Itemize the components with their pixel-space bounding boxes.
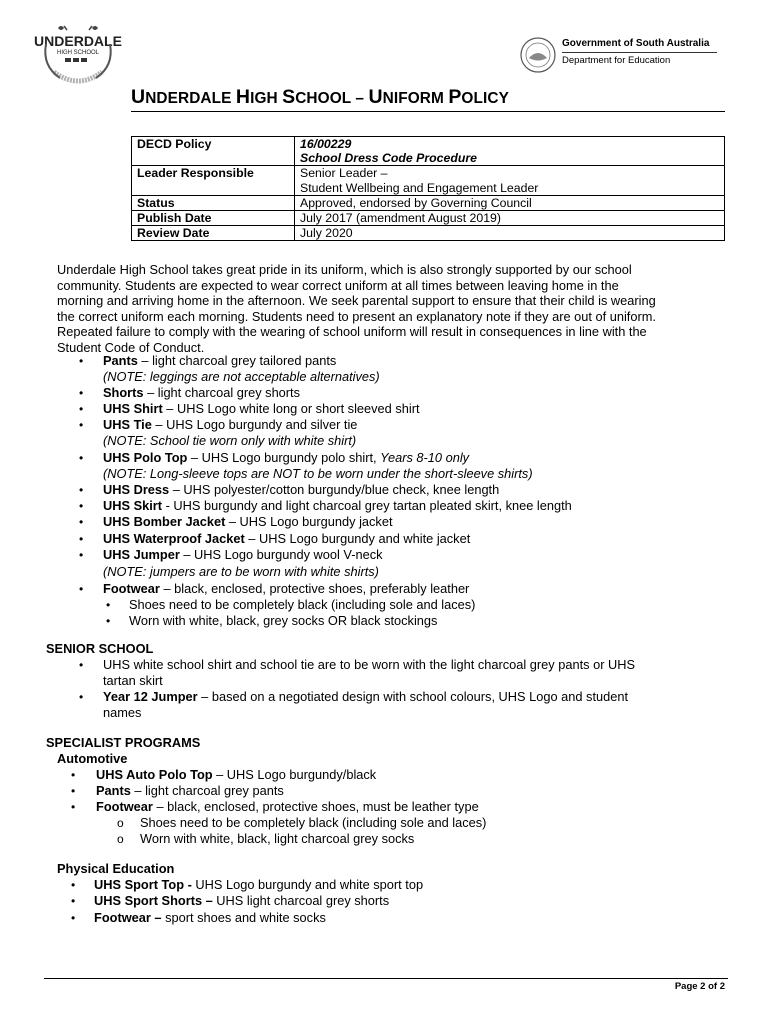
list-item: UHS Tie – UHS Logo burgundy and silver tie [103,417,358,432]
table-label: DECD Policy [132,137,295,166]
list-item: Footwear – sport shoes and white socks [94,910,326,925]
bullet-icon: • [71,911,76,925]
table-label: Status [132,195,295,210]
list-subitem: Shoes need to be completely black (including sole and laces) [129,597,476,612]
bullet-icon: • [79,690,84,704]
dept-name: Department for Education [562,55,671,66]
bullet-icon: • [79,532,84,546]
bullet-icon: • [79,386,84,400]
govt-name: Government of South Australia [562,38,710,49]
bullet-icon: • [79,483,84,497]
list-item-cont: tartan skirt [103,673,163,688]
page-number: Page 2 of 2 [674,981,725,992]
bullet-icon: • [71,800,76,814]
bullet-icon: • [79,658,84,672]
bullet-icon: • [71,894,76,908]
bullet-icon: • [71,878,76,892]
list-item: Footwear – black, enclosed, protective shoes, must be leather type [96,799,479,814]
list-item: Footwear – black, enclosed, protective shoes, preferably leather [103,581,470,596]
list-item: UHS Polo Top – UHS Logo burgundy polo shirt, Years 8-10 only [103,450,470,465]
senior-heading: SENIOR SCHOOL [46,641,154,656]
list-subitem: Worn with white, black, grey socks OR black stockings [129,613,438,628]
table-row [132,195,725,210]
state-crest-icon [519,36,557,74]
list-item: UHS Jumper – UHS Logo burgundy wool V-neck [103,547,383,562]
bullet-icon: • [71,768,76,782]
list-subitem: Shoes need to be completely black (including sole and laces) [140,815,487,830]
bullet-icon: • [79,548,84,562]
list-item: UHS Sport Top - UHS Logo burgundy and white sport top [94,877,424,892]
footer-divider [44,978,728,979]
list-item: UHS Skirt - UHS burgundy and light charcoal grey tartan pleated skirt, knee length [103,498,572,513]
table-value: Senior Leader – Student Wellbeing and Engagement Leader [295,166,725,195]
list-item: Shorts – light charcoal grey shorts [103,385,301,400]
table-value: Approved, endorsed by Governing Council [295,195,725,210]
table-value: July 2017 (amendment August 2019) [295,211,725,226]
circle-bullet-icon: o [117,832,124,846]
school-logo-subname: HIGH SCHOOL [56,50,100,56]
list-item: UHS Waterproof Jacket – UHS Logo burgundy and white jacket [103,531,471,546]
bullet-icon: • [79,402,84,416]
bullet-icon: • [79,451,84,465]
circle-bullet-icon: o [117,816,124,830]
list-item: UHS Dress – UHS polyester/cotton burgundy/blue check, knee length [103,482,500,497]
list-item: Pants – light charcoal grey tailored pants [103,353,337,368]
bullet-icon: • [79,515,84,529]
table-label: Leader Responsible [132,166,295,195]
bullet-icon: • [79,499,84,513]
school-logo [32,22,124,90]
government-logo [519,36,719,76]
list-item: UHS white school shirt and school tie are to be worn with the light charcoal grey pants or UHS [103,657,636,672]
school-logo-name: UNDERDALE [34,33,122,49]
table-value: 16/00229 School Dress Code Procedure [295,137,725,166]
table-row [132,226,725,241]
list-item: UHS Bomber Jacket – UHS Logo burgundy jacket [103,514,393,529]
table-row [132,166,725,195]
bullet-icon: • [79,354,84,368]
list-note: (NOTE: jumpers are to be worn with white shirts) [103,564,379,579]
pe-heading: Physical Education [57,861,175,876]
bullet-icon: • [106,598,111,612]
bullet-icon: • [79,582,84,596]
list-note: (NOTE: School tie worn only with white shirt) [103,433,357,448]
policy-table [131,136,725,241]
list-item: UHS Auto Polo Top – UHS Logo burgundy/black [96,767,377,782]
page-title: UNDERDALE HIGH SCHOOL – UNIFORM POLICY [131,86,725,112]
table-row [132,137,725,166]
intro-paragraph: Underdale High School takes great pride in its uniform, which is also strongly supported by our school community. Students are expected to wear correct uniform at all times between leaving home in the morning and arriving home in the afternoon. We seek parental support to ensure that their child is wearing the correct uniform each morning. Students need to present an explanatory note if they are out of uniform. Repeated failure to comply with the wearing of school uniform will result in consequences in line with the Student Code of Conduct. [57,262,656,355]
bullet-icon: • [79,418,84,432]
bullet-icon: • [106,614,111,628]
list-note: (NOTE: Long-sleeve tops are NOT to be worn under the short-sleeve shirts) [103,466,533,481]
list-item: UHS Shirt – UHS Logo white long or short sleeved shirt [103,401,420,416]
list-subitem: Worn with white, black, light charcoal grey socks [140,831,415,846]
bullet-icon: • [71,784,76,798]
list-item: Year 12 Jumper – based on a negotiated design with school colours, UHS Logo and student [103,689,629,704]
table-row [132,211,725,226]
specialist-heading: SPECIALIST PROGRAMS [46,735,201,750]
automotive-heading: Automotive [57,751,128,766]
table-label: Publish Date [132,211,295,226]
list-item: Pants – light charcoal grey pants [96,783,284,798]
table-value: July 2020 [295,226,725,241]
table-label: Review Date [132,226,295,241]
list-item: UHS Sport Shorts – UHS light charcoal grey shorts [94,893,390,908]
list-note: (NOTE: leggings are not acceptable alternatives) [103,369,380,384]
list-item-cont: names [103,705,142,720]
